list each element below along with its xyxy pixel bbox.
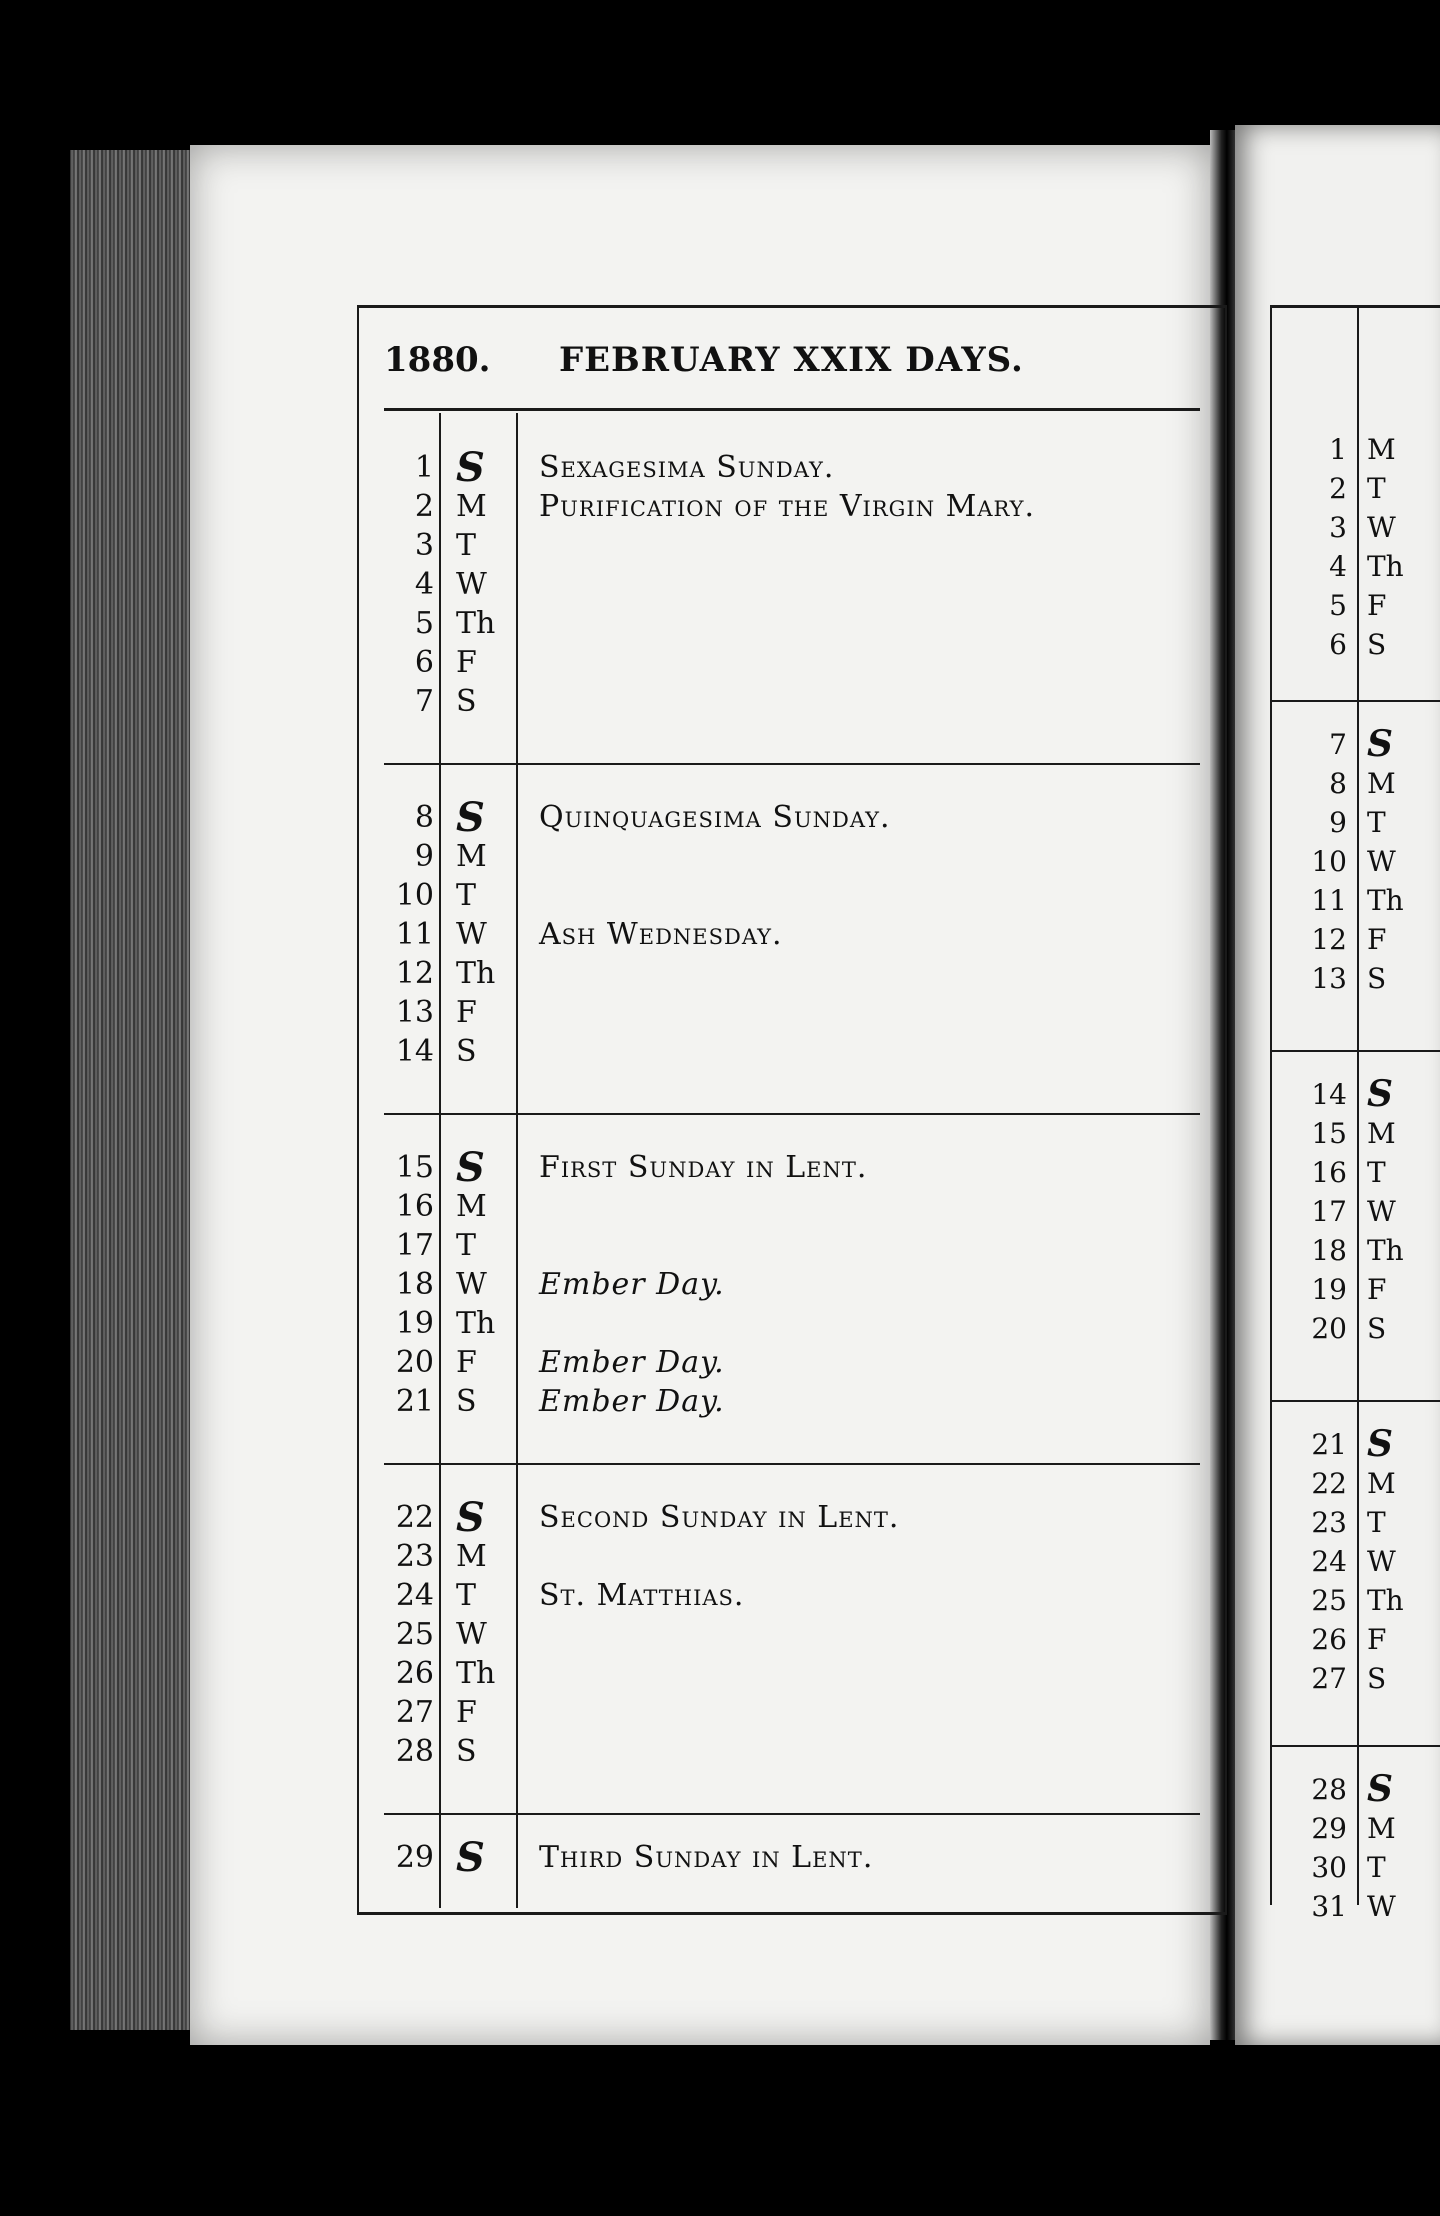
day-row (384, 1382, 1200, 1422)
day-row (1272, 881, 1440, 920)
day-row (1272, 803, 1440, 842)
day-row (384, 1576, 1200, 1616)
weekday-letter: S (1367, 1768, 1393, 1810)
day-row (1272, 1848, 1440, 1887)
day-row (1272, 1231, 1440, 1270)
weekday-letter: F (456, 1695, 477, 1730)
day-row (1272, 1770, 1440, 1809)
day-row (384, 565, 1200, 605)
weekday-letter: T (1367, 806, 1386, 839)
day-row (1272, 1464, 1440, 1503)
day-row (384, 1732, 1200, 1772)
day-row (384, 915, 1200, 955)
day-row (384, 1304, 1200, 1344)
next-month-week (1272, 1050, 1440, 1400)
day-number: 13 (1311, 962, 1347, 995)
weekday-letter: S (456, 794, 485, 841)
weekday-letter: M (1367, 767, 1396, 800)
week-rule (1272, 1745, 1440, 1747)
weekday-letter: F (456, 645, 477, 680)
day-number: 23 (1311, 1506, 1347, 1539)
day-number: 7 (1329, 728, 1347, 761)
weekday-letter: T (456, 528, 477, 563)
observance-text: Ember Day. (539, 1267, 725, 1302)
day-number: 12 (395, 956, 434, 991)
day-number: 17 (395, 1228, 434, 1263)
observance-text: First Sunday in Lent. (539, 1150, 868, 1185)
weekday-letter: S (456, 1734, 477, 1769)
day-number: 22 (1311, 1467, 1347, 1500)
weekday-letter: S (1367, 1312, 1387, 1345)
day-number: 18 (1311, 1234, 1347, 1267)
weekday-letter: S (456, 444, 485, 491)
weekday-letter: F (456, 995, 477, 1030)
weekday-letter: T (1367, 1156, 1386, 1189)
weekday-letter: S (456, 1384, 477, 1419)
day-number: 31 (1311, 1890, 1347, 1923)
day-row (384, 1537, 1200, 1577)
day-row (1272, 1887, 1440, 1926)
next-month-week (1272, 305, 1440, 700)
day-number: 10 (395, 878, 434, 913)
day-row (1272, 1153, 1440, 1192)
week-block (384, 1463, 1200, 1813)
day-row (384, 444, 1200, 491)
day-number: 11 (1311, 884, 1347, 917)
day-row (1272, 1075, 1440, 1114)
day-number: 21 (395, 1384, 434, 1419)
day-number: 9 (414, 839, 434, 874)
weekday-letter: F (1367, 1273, 1387, 1306)
weekday-letter: M (456, 1539, 487, 1574)
day-number: 25 (1311, 1584, 1347, 1617)
weekday-letter: W (456, 917, 487, 952)
day-row (1272, 959, 1440, 998)
day-row (384, 1494, 1200, 1541)
day-row (1272, 764, 1440, 803)
day-row (1272, 625, 1440, 664)
day-number: 16 (1311, 1156, 1347, 1189)
observance-text: Second Sunday in Lent. (539, 1500, 900, 1535)
day-row (1272, 508, 1440, 547)
day-row (1272, 1503, 1440, 1542)
weekday-letter: Th (1367, 1584, 1404, 1617)
day-number: 12 (1311, 923, 1347, 956)
next-month-week (1272, 700, 1440, 1050)
weekday-letter: T (1367, 1506, 1386, 1539)
day-number: 21 (1311, 1428, 1347, 1461)
weekday-letter: M (1367, 433, 1396, 466)
day-number: 1 (1329, 433, 1347, 466)
day-row (1272, 842, 1440, 881)
day-number: 18 (395, 1267, 434, 1302)
week-rule (384, 763, 1200, 765)
week-rule (1272, 1400, 1440, 1402)
day-number: 10 (1311, 845, 1347, 878)
day-row (384, 794, 1200, 841)
weekday-letter: W (1367, 845, 1396, 878)
weekday-letter: Th (1367, 884, 1404, 917)
year-label: 1880. (384, 340, 491, 380)
day-row (1272, 920, 1440, 959)
weekday-letter: S (456, 684, 477, 719)
day-row (1272, 1581, 1440, 1620)
weekday-letter: T (456, 878, 477, 913)
day-number: 20 (1311, 1312, 1347, 1345)
weekday-letter: Th (456, 956, 496, 991)
weekday-letter: F (456, 1345, 477, 1380)
week-rule (384, 1113, 1200, 1115)
day-row (384, 876, 1200, 916)
day-number: 28 (395, 1734, 434, 1769)
weekday-letter: M (1367, 1467, 1396, 1500)
week-rule (1272, 1050, 1440, 1052)
weekday-letter: Th (1367, 550, 1404, 583)
day-number: 14 (1311, 1078, 1347, 1111)
day-number: 24 (395, 1578, 434, 1613)
day-row (1272, 469, 1440, 508)
weekday-letter: M (456, 1189, 487, 1224)
day-row (384, 1693, 1200, 1733)
day-number: 9 (1329, 806, 1347, 839)
day-number: 22 (395, 1500, 434, 1535)
day-row (1272, 1542, 1440, 1581)
day-number: 2 (1329, 472, 1347, 505)
week-block (384, 413, 1200, 763)
day-row (1272, 430, 1440, 469)
day-row (384, 1265, 1200, 1305)
weekday-letter: T (1367, 472, 1386, 505)
week-block (384, 1113, 1200, 1463)
day-row (384, 954, 1200, 994)
weekday-letter: S (456, 1834, 485, 1881)
day-row (384, 526, 1200, 566)
weekday-letter: F (1367, 1623, 1387, 1656)
weekday-letter: M (456, 489, 487, 524)
day-number: 7 (414, 684, 434, 719)
day-row (384, 1144, 1200, 1191)
next-month-week (1272, 1400, 1440, 1745)
weekday-letter: S (456, 1144, 485, 1191)
day-number: 4 (414, 567, 434, 602)
observance-text: Ember Day. (539, 1345, 725, 1380)
day-number: 8 (1329, 767, 1347, 800)
weekday-letter: M (456, 839, 487, 874)
observance-text: St. Matthias. (539, 1578, 745, 1613)
day-row (384, 487, 1200, 527)
book-page-edges (70, 150, 200, 2030)
weekday-letter: S (1367, 962, 1387, 995)
day-number: 17 (1311, 1195, 1347, 1228)
week-block (384, 1813, 1200, 1908)
weekday-letter: S (1367, 628, 1387, 661)
weekday-letter: W (456, 1267, 487, 1302)
day-row (1272, 1425, 1440, 1464)
weekday-letter: Th (1367, 1234, 1404, 1267)
header-rule (384, 408, 1200, 411)
next-month-week (1272, 1745, 1440, 1923)
weekday-letter: W (1367, 511, 1396, 544)
day-row (1272, 586, 1440, 625)
day-number: 5 (1329, 589, 1347, 622)
day-row (384, 837, 1200, 877)
day-number: 15 (1311, 1117, 1347, 1150)
day-number: 30 (1311, 1851, 1347, 1884)
weekday-letter: F (1367, 589, 1387, 622)
weekday-letter: M (1367, 1117, 1396, 1150)
weekday-letter: Th (456, 606, 496, 641)
weekday-letter: S (1367, 723, 1393, 765)
day-number: 15 (395, 1150, 434, 1185)
observance-text: Purification of the Virgin Mary. (539, 489, 1036, 524)
weekday-letter: W (456, 567, 487, 602)
day-row (1272, 1809, 1440, 1848)
weekday-letter: W (456, 1617, 487, 1652)
day-number: 27 (395, 1695, 434, 1730)
day-number: 6 (414, 645, 434, 680)
weekday-letter: S (1367, 1423, 1393, 1465)
observance-text: Quinquagesima Sunday. (539, 800, 891, 835)
week-rule (384, 1463, 1200, 1465)
week-rule (384, 1813, 1200, 1815)
day-row (384, 993, 1200, 1033)
weekday-letter: M (1367, 1812, 1396, 1845)
february-calendar (357, 305, 1227, 1915)
day-number: 6 (1329, 628, 1347, 661)
day-number: 8 (414, 800, 434, 835)
day-row (1272, 1192, 1440, 1231)
day-row (1272, 725, 1440, 764)
day-number: 16 (395, 1189, 434, 1224)
day-row (384, 1343, 1200, 1383)
day-number: 2 (414, 489, 434, 524)
day-number: 26 (395, 1656, 434, 1691)
day-row (384, 604, 1200, 644)
day-row (384, 1654, 1200, 1694)
day-number: 25 (395, 1617, 434, 1652)
weekday-letter: S (456, 1034, 477, 1069)
observance-text: Ember Day. (539, 1384, 725, 1419)
day-row (384, 1226, 1200, 1266)
day-row (384, 1615, 1200, 1655)
day-number: 1 (414, 450, 434, 485)
observance-text: Ash Wednesday. (539, 917, 783, 952)
weekday-letter: F (1367, 923, 1387, 956)
day-number: 20 (395, 1345, 434, 1380)
day-row (384, 1032, 1200, 1072)
day-row (1272, 547, 1440, 586)
weekday-letter: Th (456, 1306, 496, 1341)
day-number: 3 (1329, 511, 1347, 544)
day-number: 4 (1329, 550, 1347, 583)
day-number: 13 (395, 995, 434, 1030)
day-number: 24 (1311, 1545, 1347, 1578)
day-number: 19 (1311, 1273, 1347, 1306)
weekday-letter: T (456, 1228, 477, 1263)
weekday-letter: S (1367, 1073, 1393, 1115)
week-block (384, 763, 1200, 1113)
weekday-letter: S (1367, 1662, 1387, 1695)
day-number: 26 (1311, 1623, 1347, 1656)
day-number: 29 (395, 1840, 434, 1875)
day-row (384, 643, 1200, 683)
day-number: 29 (1311, 1812, 1347, 1845)
month-title: FEBRUARY XXIX DAYS. (559, 340, 1024, 380)
day-row (384, 1187, 1200, 1227)
observance-text: Sexagesima Sunday. (539, 450, 835, 485)
week-rule (1272, 700, 1440, 702)
day-number: 27 (1311, 1662, 1347, 1695)
weekday-letter: W (1367, 1545, 1396, 1578)
weekday-letter: Th (456, 1656, 496, 1691)
weekday-letter: W (1367, 1195, 1396, 1228)
day-row (1272, 1659, 1440, 1698)
day-row (1272, 1270, 1440, 1309)
day-number: 23 (395, 1539, 434, 1574)
day-row (384, 1834, 1200, 1881)
day-row (384, 682, 1200, 722)
day-number: 5 (414, 606, 434, 641)
day-number: 14 (395, 1034, 434, 1069)
weekday-letter: T (1367, 1851, 1386, 1884)
next-month-calendar (1270, 305, 1440, 1923)
day-number: 3 (414, 528, 434, 563)
observance-text: Third Sunday in Lent. (539, 1840, 874, 1875)
weekday-letter: W (1367, 1890, 1396, 1923)
weekday-letter: S (456, 1494, 485, 1541)
day-number: 28 (1311, 1773, 1347, 1806)
day-number: 11 (395, 917, 434, 952)
weekday-letter: T (456, 1578, 477, 1613)
day-row (1272, 1309, 1440, 1348)
day-row (1272, 1620, 1440, 1659)
calendar-header (359, 308, 1225, 408)
day-number: 19 (395, 1306, 434, 1341)
day-row (1272, 1114, 1440, 1153)
